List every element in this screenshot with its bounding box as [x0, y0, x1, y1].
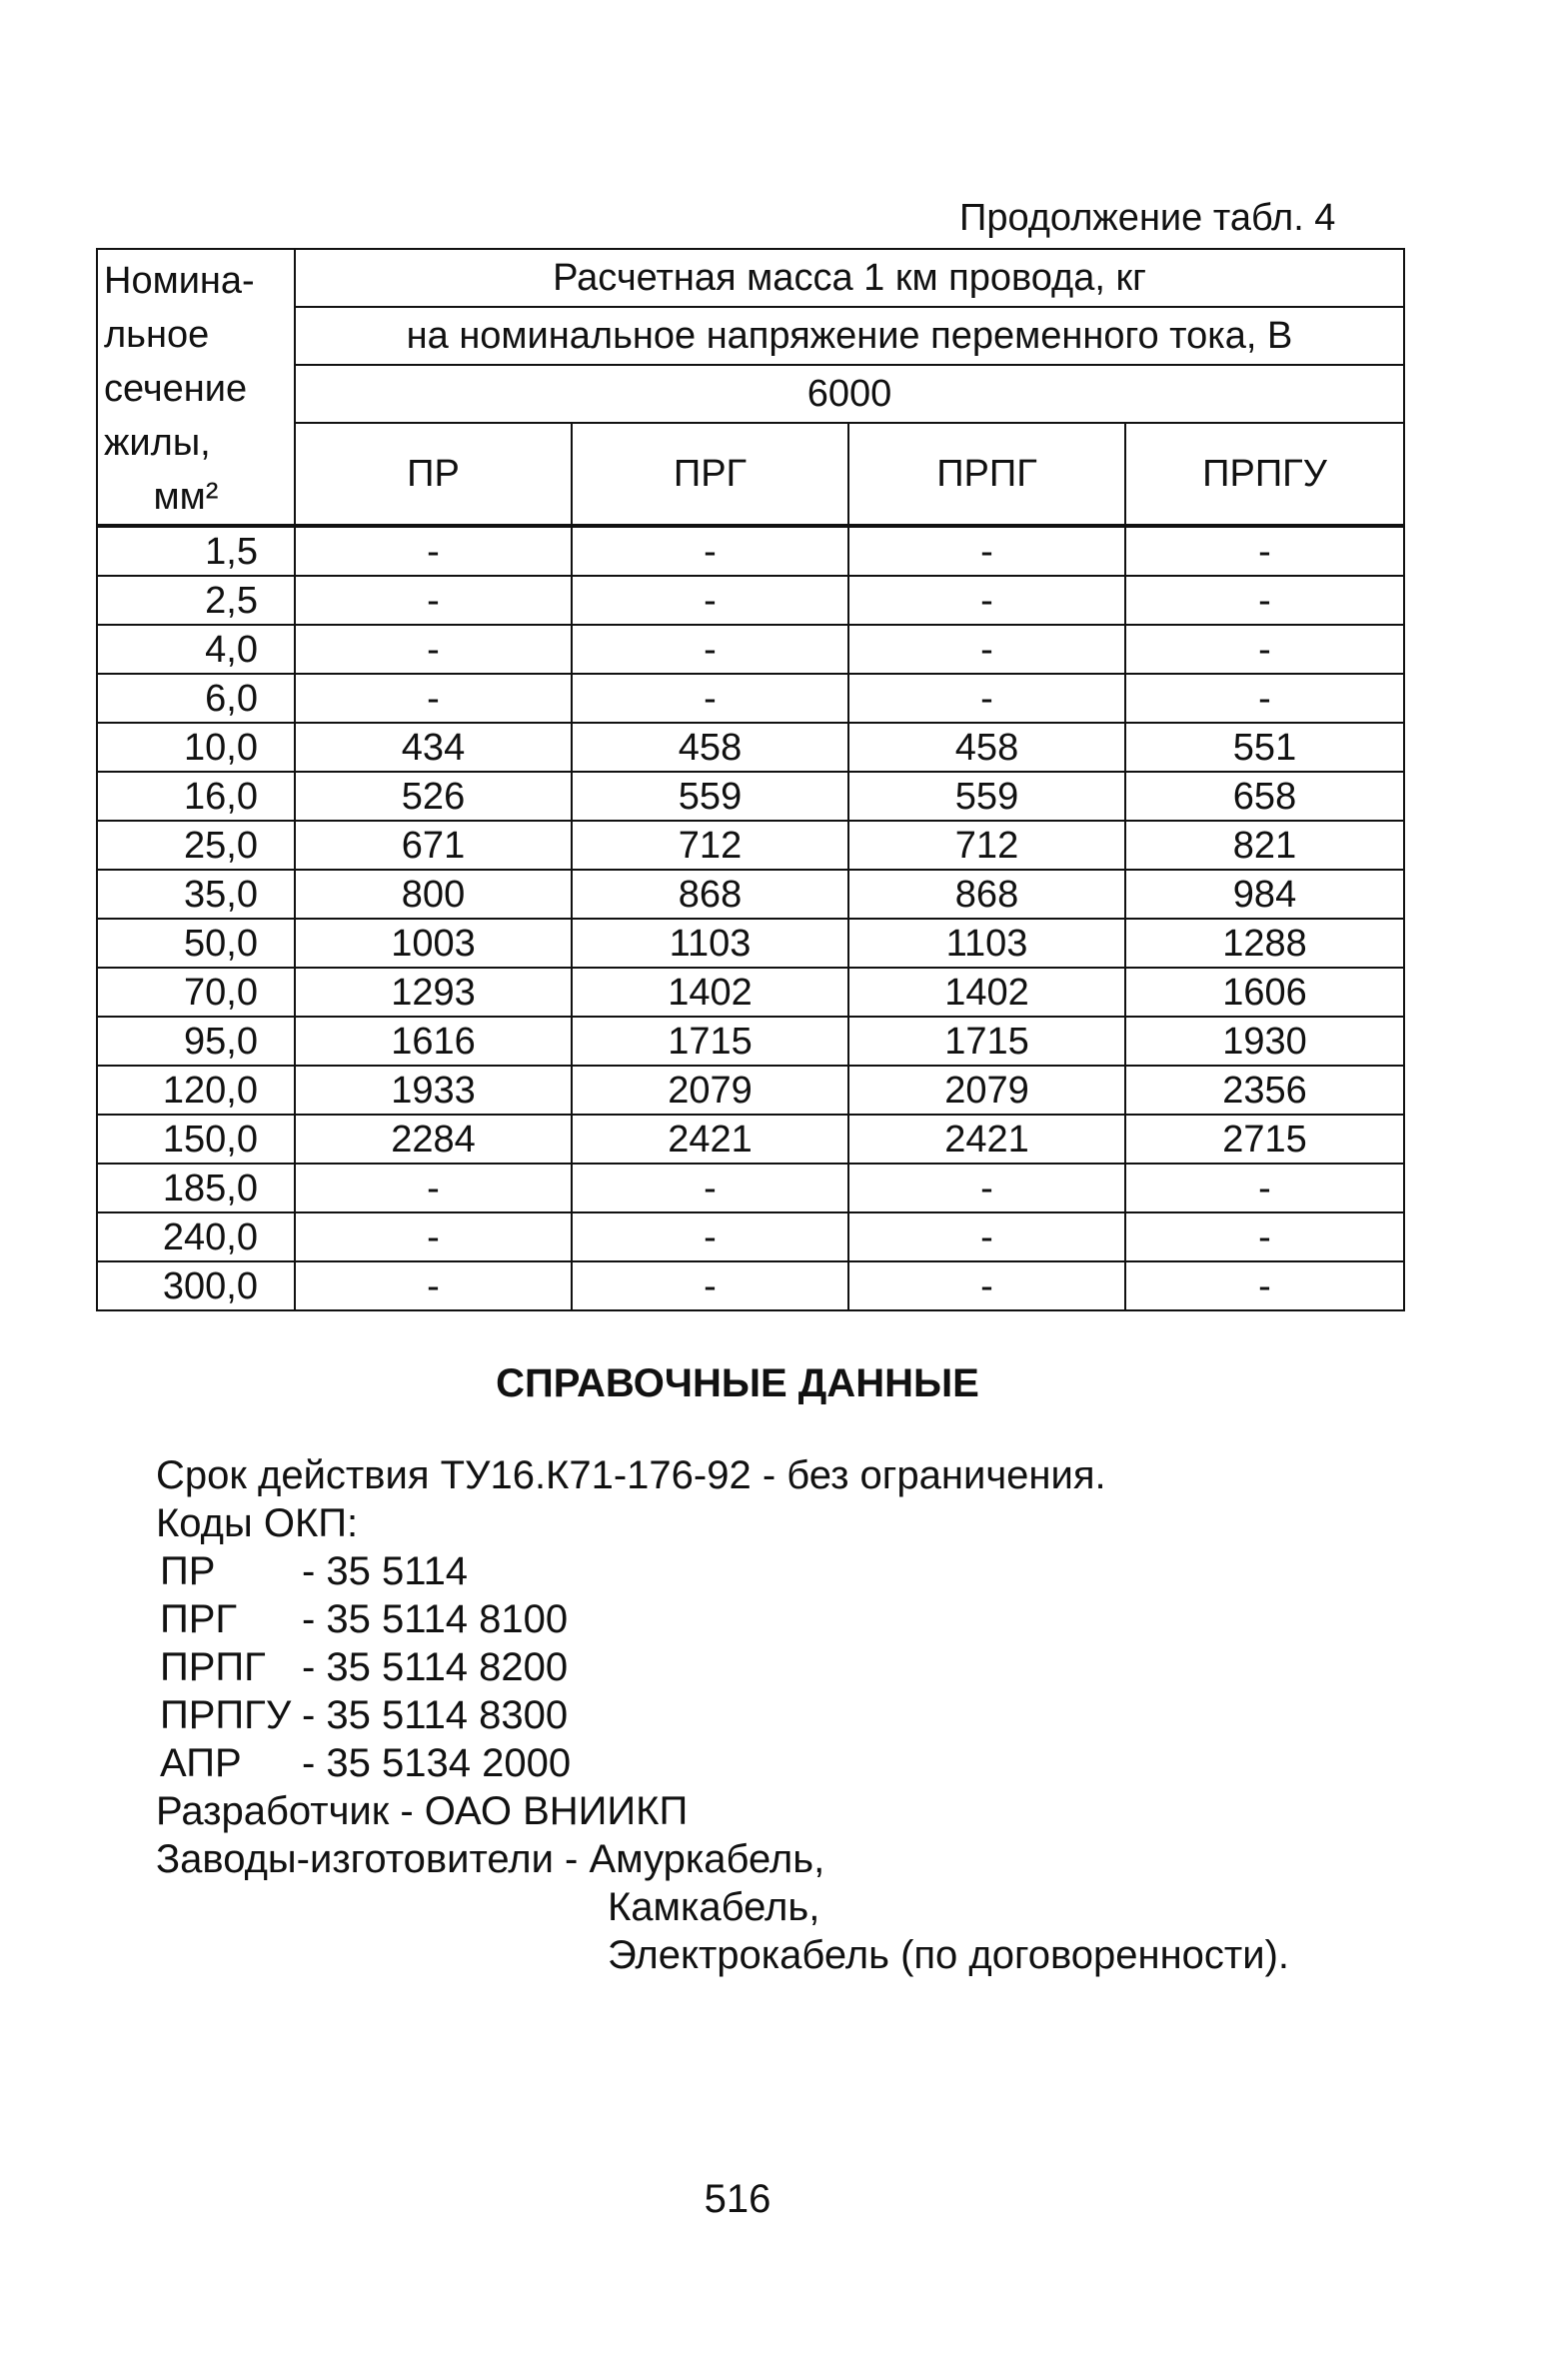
manufacturers-line: Заводы-изготовители - Амуркабель, [156, 1837, 825, 1881]
mass-cell: 1103 [572, 919, 848, 968]
mass-cell: - [295, 576, 572, 625]
mass-cell: - [848, 1164, 1125, 1212]
mass-cell: - [1125, 1261, 1404, 1310]
manufacturer-item: Электрокабель (по договоренности). [608, 1933, 1290, 1977]
mass-cell: - [848, 674, 1125, 723]
mass-cell: - [1125, 1212, 1404, 1261]
mass-cell: 671 [295, 821, 572, 870]
table-row [97, 1017, 1404, 1066]
mass-cell: 1003 [295, 919, 572, 968]
mass-cell: - [848, 1261, 1125, 1310]
table-row [97, 870, 1404, 919]
mass-cell: - [1125, 576, 1404, 625]
mass-group-header: Расчетная масса 1 км провода, кг [295, 249, 1404, 307]
okp-code-value: - 35 5134 2000 [302, 1741, 572, 1785]
column-header: ПРПГ [848, 423, 1125, 526]
mass-cell: - [848, 625, 1125, 674]
okp-code-value: - 35 5114 8300 [302, 1693, 569, 1737]
voltage-value-header: 6000 [295, 365, 1404, 423]
table-row [97, 526, 1404, 576]
mass-cell: 1616 [295, 1017, 572, 1066]
mass-cell: 821 [1125, 821, 1404, 870]
mass-cell: - [848, 576, 1125, 625]
section-cell: 2,5 [97, 576, 295, 625]
table-row [97, 772, 1404, 821]
table-row [97, 821, 1404, 870]
mass-cell: 712 [848, 821, 1125, 870]
section-cell: 16,0 [97, 772, 295, 821]
mass-cell: 2356 [1125, 1066, 1404, 1115]
mass-cell: - [572, 625, 848, 674]
mass-cell: 712 [572, 821, 848, 870]
okp-codes-list [156, 1547, 1289, 1787]
table-row [97, 968, 1404, 1017]
mass-cell: 458 [572, 723, 848, 772]
mass-cell: - [572, 1212, 848, 1261]
mass-cell: - [848, 526, 1125, 576]
okp-code-name: ПРПГУ [160, 1693, 292, 1737]
mass-cell: 1606 [1125, 968, 1404, 1017]
validity-line: Срок действия ТУ16.К71-176-92 - без ограничения. [156, 1453, 1106, 1497]
okp-code-name: ПРГ [160, 1597, 238, 1641]
mass-cell: 868 [572, 870, 848, 919]
okp-code-name: ПР [160, 1549, 216, 1593]
table-row [97, 723, 1404, 772]
okp-code-value: - 35 5114 8100 [302, 1597, 569, 1641]
table-row [97, 625, 1404, 674]
mass-cell: 434 [295, 723, 572, 772]
mass-cell: 1715 [572, 1017, 848, 1066]
reference-section [156, 1451, 1289, 1979]
mass-cell: - [1125, 674, 1404, 723]
cable-mass-table [96, 248, 1405, 1311]
okp-code-value: - 35 5114 [302, 1549, 469, 1593]
section-cell: 150,0 [97, 1115, 295, 1164]
table-row [97, 1066, 1404, 1115]
table-row [97, 674, 1404, 723]
okp-code-row [156, 1739, 1289, 1787]
section-cell: 25,0 [97, 821, 295, 870]
okp-code-name: АПР [160, 1741, 242, 1785]
mass-cell: 1933 [295, 1066, 572, 1115]
page-number: 516 [704, 2177, 772, 2221]
okp-code-row [156, 1595, 1289, 1643]
section-column-header [97, 249, 295, 526]
mass-cell: 984 [1125, 870, 1404, 919]
mass-cell: - [1125, 526, 1404, 576]
okp-code-row [156, 1643, 1289, 1691]
mass-cell: 1715 [848, 1017, 1125, 1066]
mass-cell: - [295, 625, 572, 674]
mass-cell: 1293 [295, 968, 572, 1017]
mass-cell: - [295, 1164, 572, 1212]
mass-cell: 1402 [848, 968, 1125, 1017]
mass-cell: 658 [1125, 772, 1404, 821]
mass-cell: - [295, 1261, 572, 1310]
table-row [97, 919, 1404, 968]
mass-cell: - [572, 526, 848, 576]
mass-cell: - [572, 1164, 848, 1212]
section-cell: 10,0 [97, 723, 295, 772]
section-cell: 240,0 [97, 1212, 295, 1261]
section-cell: 300,0 [97, 1261, 295, 1310]
mass-cell: - [295, 674, 572, 723]
mass-cell: 2421 [572, 1115, 848, 1164]
mass-cell: - [1125, 1164, 1404, 1212]
section-cell: 95,0 [97, 1017, 295, 1066]
mass-cell: 559 [848, 772, 1125, 821]
mass-cell: 551 [1125, 723, 1404, 772]
voltage-group-header: на номинальное напряжение переменного тока, В [295, 307, 1404, 365]
mass-cell: 1288 [1125, 919, 1404, 968]
section-cell: 6,0 [97, 674, 295, 723]
column-header: ПР [295, 423, 572, 526]
mass-cell: - [295, 526, 572, 576]
mass-cell: - [572, 576, 848, 625]
okp-code-name: ПРПГ [160, 1645, 266, 1689]
section-cell: 70,0 [97, 968, 295, 1017]
okp-code-row [156, 1547, 1289, 1595]
section-cell: 35,0 [97, 870, 295, 919]
mass-cell: - [1125, 625, 1404, 674]
table-row [97, 1164, 1404, 1212]
okp-code-row [156, 1691, 1289, 1739]
mass-cell: - [848, 1212, 1125, 1261]
mass-cell: 2715 [1125, 1115, 1404, 1164]
mass-cell: 1930 [1125, 1017, 1404, 1066]
column-header: ПРГ [572, 423, 848, 526]
table-row [97, 576, 1404, 625]
table-row [97, 1212, 1404, 1261]
table-continuation-caption: Продолжение табл. 4 [959, 197, 1336, 239]
mass-cell: 2421 [848, 1115, 1125, 1164]
mass-cell: 1402 [572, 968, 848, 1017]
mass-cell: 800 [295, 870, 572, 919]
section-cell: 185,0 [97, 1164, 295, 1212]
mass-cell: - [572, 1261, 848, 1310]
section-unit: мм² [153, 476, 219, 518]
column-header: ПРПГУ [1125, 423, 1404, 526]
mass-cell: 458 [848, 723, 1125, 772]
section-cell: 1,5 [97, 526, 295, 576]
section-cell: 4,0 [97, 625, 295, 674]
developer-line: Разработчик - ОАО ВНИИКП [156, 1789, 689, 1833]
mass-cell: 2079 [572, 1066, 848, 1115]
mass-cell: 2284 [295, 1115, 572, 1164]
manufacturer-item: Камкабель, [608, 1885, 820, 1929]
reference-heading: СПРАВОЧНЫЕ ДАННЫЕ [496, 1361, 979, 1405]
table-row [97, 1115, 1404, 1164]
mass-cell: 2079 [848, 1066, 1125, 1115]
mass-cell: 1103 [848, 919, 1125, 968]
mass-cell: 559 [572, 772, 848, 821]
table-row [97, 1261, 1404, 1310]
section-header-text: Номина-льное сечение жилы, [104, 260, 255, 464]
table-body [97, 526, 1404, 1310]
okp-code-value: - 35 5114 8200 [302, 1645, 569, 1689]
mass-cell: - [572, 674, 848, 723]
mass-cell: 868 [848, 870, 1125, 919]
mass-cell: 526 [295, 772, 572, 821]
section-cell: 120,0 [97, 1066, 295, 1115]
section-cell: 50,0 [97, 919, 295, 968]
okp-codes-label: Коды ОКП: [156, 1501, 359, 1545]
mass-cell: - [295, 1212, 572, 1261]
